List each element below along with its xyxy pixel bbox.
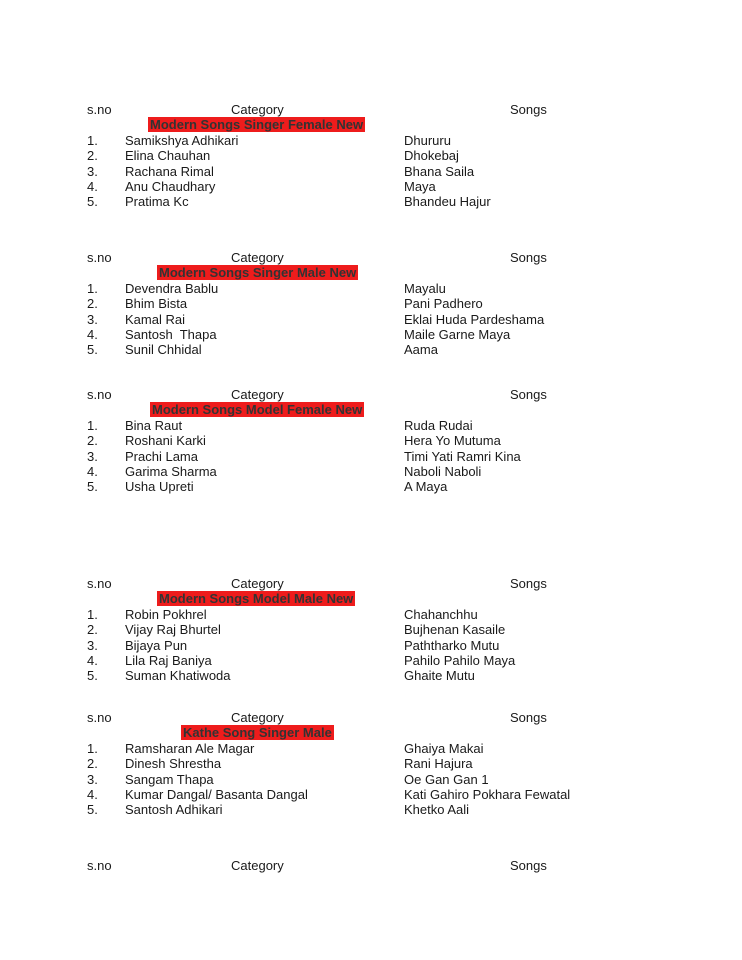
row-number: 4.: [87, 464, 98, 479]
row-song: Paththarko Mutu: [404, 638, 500, 653]
row-name: Sunil Chhidal: [125, 342, 202, 357]
row-song: Aama: [404, 342, 438, 357]
row-number: 5.: [87, 802, 98, 817]
header-songs: Songs: [510, 102, 547, 117]
header-category: Category: [231, 387, 284, 402]
row-number: 4.: [87, 787, 98, 802]
table-row: [0, 622, 742, 637]
row-name: Garima Sharma: [125, 464, 217, 479]
row-number: 1.: [87, 418, 98, 433]
table-row: [0, 449, 742, 464]
header-sno: s.no: [87, 710, 112, 725]
row-number: 2.: [87, 433, 98, 448]
header-sno: s.no: [87, 102, 112, 117]
row-name: Santosh Adhikari: [125, 802, 223, 817]
row-number: 4.: [87, 653, 98, 668]
row-name: Bina Raut: [125, 418, 183, 433]
table-row: [0, 296, 742, 311]
category-title: Kathe Song Singer Male: [183, 725, 332, 740]
category-title: Modern Songs Singer Male New: [159, 265, 357, 280]
row-name: Lila Raj Baniya: [125, 653, 212, 668]
row-number: 2.: [87, 296, 98, 311]
row-number: 1.: [87, 133, 98, 148]
row-number: 3.: [87, 638, 98, 653]
row-number: 1.: [87, 607, 98, 622]
row-name: Usha Upreti: [125, 479, 194, 494]
row-song: Ghaite Mutu: [404, 668, 475, 683]
row-name: Pratima Kc: [125, 194, 189, 209]
table-row: [0, 638, 742, 653]
row-song: Kati Gahiro Pokhara Fewatal: [404, 787, 571, 802]
row-song: Khetko Aali: [404, 802, 470, 817]
header-songs: Songs: [510, 250, 547, 265]
row-name: Anu Chaudhary: [125, 179, 216, 194]
row-song: Eklai Huda Pardeshama: [404, 312, 545, 327]
table-row: [0, 741, 742, 756]
row-song: Pani Padhero: [404, 296, 483, 311]
table-row: [0, 464, 742, 479]
row-song: Maile Garne Maya: [404, 327, 511, 342]
table-row: [0, 756, 742, 771]
table-row: [0, 418, 742, 433]
row-song: Dhururu: [404, 133, 451, 148]
row-name: Roshani Karki: [125, 433, 206, 448]
row-name: Santosh Thapa: [125, 327, 217, 342]
header-sno: s.no: [87, 387, 112, 402]
table-row: [0, 479, 742, 494]
header-category: Category: [231, 576, 284, 591]
table-row: [0, 653, 742, 668]
row-song: Mayalu: [404, 281, 446, 296]
row-name: Dinesh Shrestha: [125, 756, 222, 771]
table-row: [0, 342, 742, 357]
row-name: Elina Chauhan: [125, 148, 211, 163]
header-songs: Songs: [510, 858, 547, 873]
table-row: [0, 772, 742, 787]
row-name: Kamal Rai: [125, 312, 185, 327]
row-number: 4.: [87, 179, 98, 194]
table-row: [0, 607, 742, 622]
table-row: [0, 148, 742, 163]
row-number: 2.: [87, 756, 98, 771]
header-songs: Songs: [510, 387, 547, 402]
row-song: Timi Yati Ramri Kina: [404, 449, 521, 464]
row-song: Ruda Rudai: [404, 418, 473, 433]
row-song: Rani Hajura: [404, 756, 473, 771]
row-number: 3.: [87, 312, 98, 327]
row-name: Kumar Dangal/ Basanta Dangal: [125, 787, 308, 802]
row-name: Sangam Thapa: [125, 772, 214, 787]
table-row: [0, 668, 742, 683]
row-song: Dhokebaj: [404, 148, 459, 163]
row-name: Rachana Rimal: [125, 164, 214, 179]
row-name: Robin Pokhrel: [125, 607, 207, 622]
row-song: Naboli Naboli: [404, 464, 482, 479]
row-song: Oe Gan Gan 1: [404, 772, 489, 787]
header-category: Category: [231, 102, 284, 117]
row-song: Bujhenan Kasaile: [404, 622, 506, 637]
row-song: A Maya: [404, 479, 448, 494]
category-title: Modern Songs Singer Female New: [150, 117, 364, 132]
row-number: 2.: [87, 148, 98, 163]
table-row: [0, 433, 742, 448]
table-row: [0, 327, 742, 342]
header-sno: s.no: [87, 576, 112, 591]
row-name: Devendra Bablu: [125, 281, 219, 296]
row-number: 3.: [87, 164, 98, 179]
row-number: 1.: [87, 281, 98, 296]
row-name: Bhim Bista: [125, 296, 188, 311]
table-row: [0, 787, 742, 802]
table-row: [0, 194, 742, 209]
header-songs: Songs: [510, 576, 547, 591]
row-song: Maya: [404, 179, 436, 194]
row-number: 5.: [87, 194, 98, 209]
row-number: 2.: [87, 622, 98, 637]
table-row: [0, 164, 742, 179]
header-category: Category: [231, 250, 284, 265]
row-song: Chahanchhu: [404, 607, 478, 622]
header-category: Category: [231, 710, 284, 725]
row-song: Ghaiya Makai: [404, 741, 484, 756]
category-title: Modern Songs Model Male New: [159, 591, 354, 606]
table-row: [0, 312, 742, 327]
row-number: 3.: [87, 772, 98, 787]
row-name: Bijaya Pun: [125, 638, 188, 653]
row-song: Hera Yo Mutuma: [404, 433, 501, 448]
table-row: [0, 133, 742, 148]
row-number: 5.: [87, 479, 98, 494]
table-row: [0, 802, 742, 817]
row-name: Vijay Raj Bhurtel: [125, 622, 221, 637]
header-sno: s.no: [87, 858, 112, 873]
row-name: Samikshya Adhikari: [125, 133, 239, 148]
header-sno: s.no: [87, 250, 112, 265]
row-song: Bhana Saila: [404, 164, 475, 179]
row-name: Ramsharan Ale Magar: [125, 741, 255, 756]
row-song: Bhandeu Hajur: [404, 194, 491, 209]
header-category: Category: [231, 858, 284, 873]
row-name: Suman Khatiwoda: [125, 668, 231, 683]
row-name: Prachi Lama: [125, 449, 198, 464]
header-songs: Songs: [510, 710, 547, 725]
row-number: 5.: [87, 342, 98, 357]
table-row: [0, 281, 742, 296]
row-song: Pahilo Pahilo Maya: [404, 653, 516, 668]
row-number: 5.: [87, 668, 98, 683]
table-row: [0, 179, 742, 194]
category-title: Modern Songs Model Female New: [152, 402, 363, 417]
row-number: 4.: [87, 327, 98, 342]
row-number: 3.: [87, 449, 98, 464]
row-number: 1.: [87, 741, 98, 756]
